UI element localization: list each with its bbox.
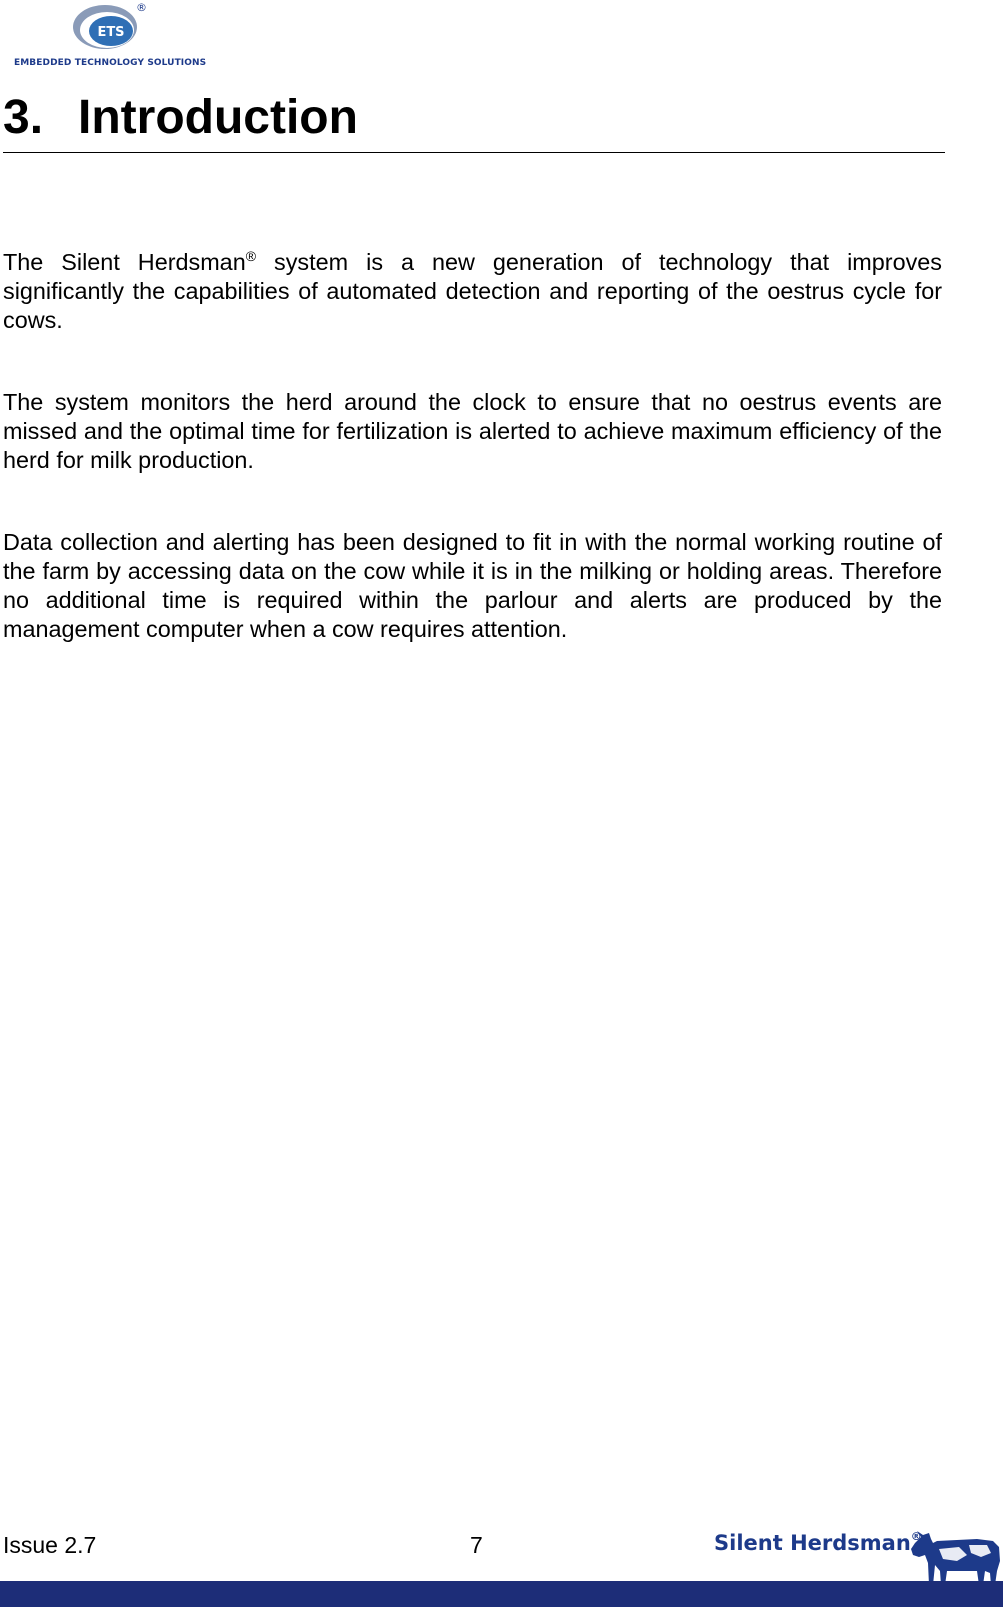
paragraph-intro-rest: system is a new generation of technology that improves significantly the capabilities of automated detection and reporting of the oestrus cycle for cows. <box>3 249 942 333</box>
paragraph-intro <box>3 248 942 335</box>
registered-mark: ® <box>245 248 257 264</box>
ets-registered-mark: ® <box>136 1 147 14</box>
paragraph-intro-lead: The Silent Herdsman <box>3 249 246 275</box>
section-number: 3. <box>3 91 44 144</box>
footer-page-number: 7 <box>470 1532 483 1558</box>
footer-issue: Issue 2.7 <box>3 1532 97 1558</box>
paragraph-data-collection: Data collection and alerting has been designed to fit in with the normal working routine of the farm by accessing data on the cow while it is in the milking or holding areas. Therefore no additional time is required within the parlour and alerts are produced by the management computer when a cow requires attention. <box>3 529 942 642</box>
footer-brand-text: Silent Herdsman <box>714 1531 911 1555</box>
ets-tagline: EMBEDDED TECHNOLOGY SOLUTIONS <box>14 58 207 68</box>
ets-logo-text: ETS <box>97 25 125 40</box>
cow-icon <box>907 1527 1003 1587</box>
footer-brand-registered: ® <box>910 1530 922 1543</box>
ets-logo <box>10 0 210 72</box>
footer-bar <box>0 1581 1003 1607</box>
section-heading <box>3 88 945 153</box>
paragraph-monitoring: The system monitors the herd around the clock to ensure that no oestrus events are missed and the optimal time for fertilization is alerted to achieve maximum efficiency of the herd for milk production. <box>3 389 942 473</box>
section-title: Introduction <box>78 91 358 144</box>
footer-brand-logo <box>714 1530 922 1555</box>
ets-logo-mark <box>10 0 210 60</box>
